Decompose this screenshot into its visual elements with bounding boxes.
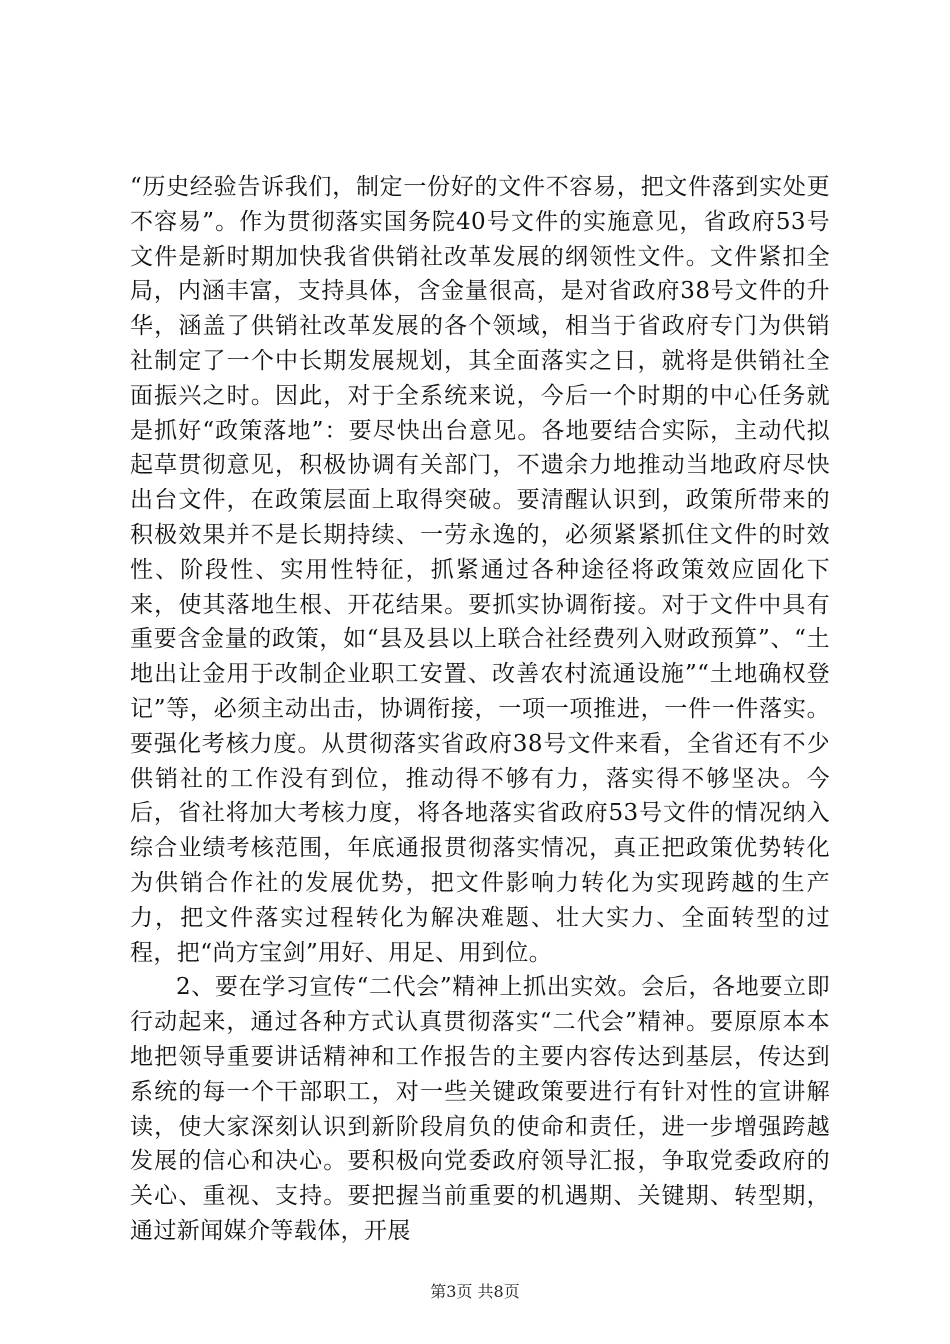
page-number-footer: 第3页 共8页 [430,1282,520,1301]
document-body [130,170,830,1249]
paragraph-congress-spirit: 2、要在学习宣传“二代会”精神上抓出实效。会后，各地要立即行动起来，通过各种方式认真贯彻落实“二代会”精神。要原原本本地把领导重要讲话精神和工作报告的主要内容传达到基层，传达到系统的每一个干部职工，对一些关键政策要进行有针对性的宣讲解读，使大家深刻认识到新阶段肩负的使命和责任，进一步增强跨越发展的信心和决心。要积极向党委政府领导汇报，争取党委政府的关心、重视、支持。要把握当前重要的机遇期、关键期、转型期，通过新闻媒介等载体，开展 [130,974,830,1244]
paragraph-policy-implementation: “历史经验告诉我们，制定一份好的文件不容易，把文件落到实处更不容易”。作为贯彻落实国务院40号文件的实施意见，省政府53号文件是新时期加快我省供销社改革发展的纲领性文件。文件紧扣全局，内涵丰富，支持具体，含金量很高，是对省政府38号文件的升华，涵盖了供销社改革发展的各个领域，相当于省政府专门为供销社制定了一个中长期发展规划，其全面落实之日，就将是供销社全面振兴之时。因此，对于全系统来说，今后一个时期的中心任务就是抓好“政策落地”：要尽快出台意见。各地要结合实际，主动代拟起草贯彻意见，积极协调有关部门，不遗余力地推动当地政府尽快出台文件，在政策层面上取得突破。要清醒认识到，政策所带来的积极效果并不是长期持续、一劳永逸的，必须紧紧抓住文件的时效性、阶段性、实用性特征，抓紧通过各种途径将政策效应固化下来，使其落地生根、开花结果。要抓实协调衔接。对于文件中具有重要含金量的政策，如“县及县以上联合社经费列入财政预算”、“土地出让金用于改制企业职工安置、改善农村流通设施”“土地确权登记”等，必须主动出击，协调衔接，一项一项推进，一件一件落实。要强化考核力度。从贯彻落实省政府38号文件来看，全省还有不少供销社的工作没有到位，推动得不够有力，落实得不够坚决。今后，省社将加大考核力度，将各地落实省政府53号文件的情况纳入综合业绩考核范围，年底通报贯彻落实情况，真正把政策优势转化为供销合作社的发展优势，把文件影响力转化为实现跨越的生产力，把文件落实过程转化为解决难题、壮大实力、全面转型的过程，把“尚方宝剑”用好、用足、用到位。 [130,174,830,966]
